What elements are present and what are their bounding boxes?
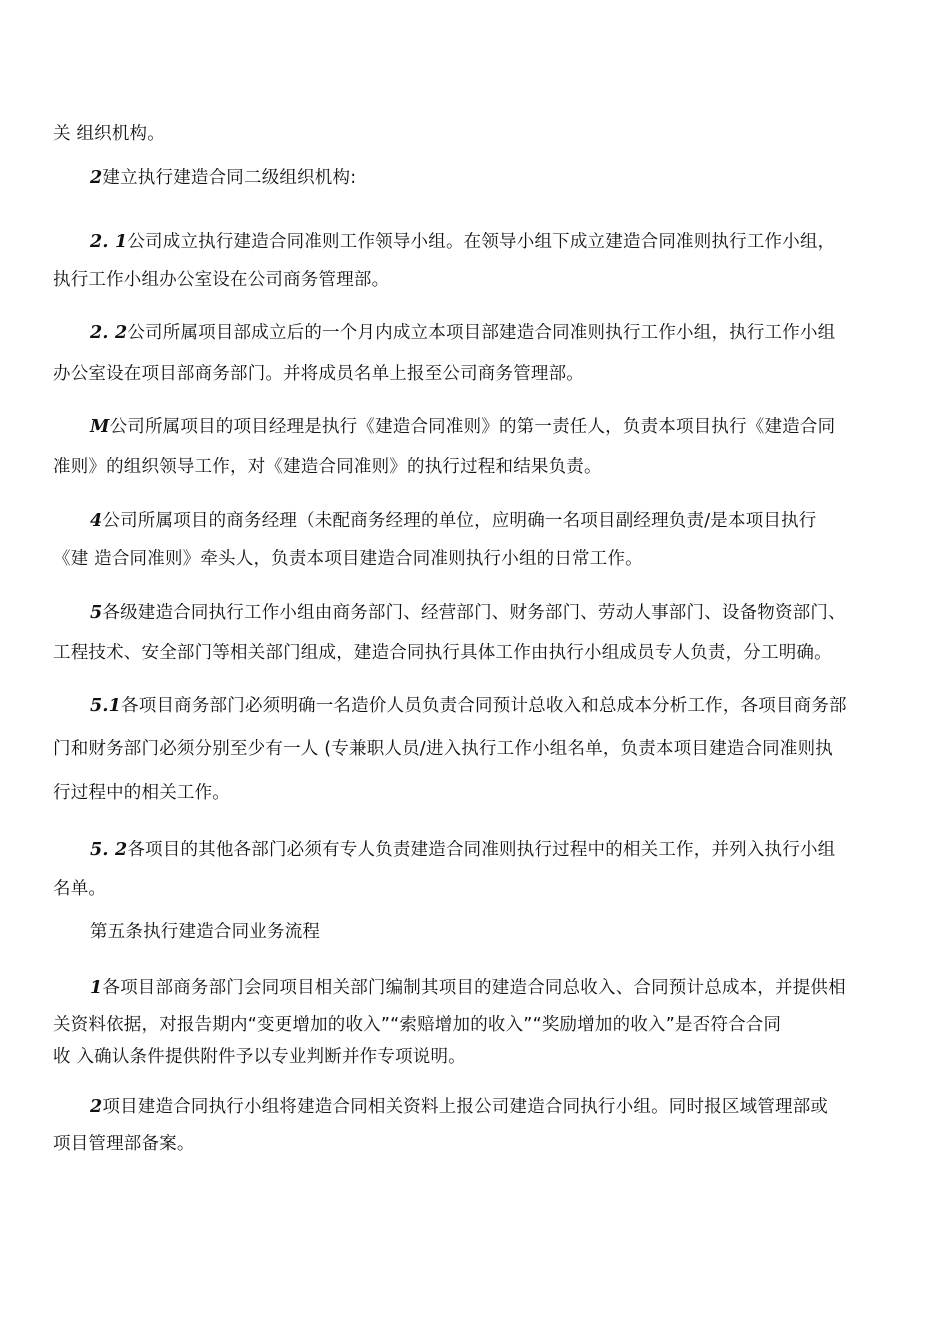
line-text: 关资料依据，对报告期内“变更增加的收入”“索赔增加的收入”“奖励增加的收入”是否符合合同 (53, 1015, 782, 1035)
item-number: 2 (90, 168, 103, 188)
paragraph-line (53, 877, 913, 901)
paragraph-line (90, 166, 950, 190)
paragraph-line (53, 781, 913, 805)
line-text: 公司所属项目的商务经理（未配商务经理的单位，应明确一名项目副经理负责/是本项目执行 (102, 511, 817, 531)
paragraph-line (90, 415, 950, 439)
line-text: 门和财务部门必须分别至少有一人 (专兼职人员/进入执行工作小组名单，负责本项目建造合同准则执 (53, 739, 833, 759)
paragraph-line (53, 1013, 913, 1037)
line-text: 建立执行建造合同二级组织机构: (102, 168, 357, 188)
item-number: 2. 2 (90, 323, 128, 343)
line-text: 公司所属项目的项目经理是执行《建造合同准则》的第一责任人，负责本项目执行《建造合同 (109, 417, 836, 437)
line-text: 各项目商务部门必须明确一名造价人员负责合同预计总收入和总成本分析工作，各项目商务部 (121, 696, 847, 716)
line-text: 各项目的其他各部门必须有专人负责建造合同准则执行过程中的相关工作，并列入执行小组 (127, 840, 836, 860)
paragraph-line (53, 547, 913, 571)
line-text: 公司所属项目部成立后的一个月内成立本项目部建造合同准则执行工作小组，执行工作小组 (127, 323, 836, 343)
paragraph-line (90, 976, 950, 1000)
paragraph-line (90, 230, 950, 254)
line-text: 公司成立执行建造合同准则工作领导小组。在领导小组下成立建造合同准则执行工作小组， (127, 232, 836, 252)
line-text: 行过程中的相关工作。 (53, 783, 230, 803)
line-text: 名单。 (53, 879, 107, 899)
paragraph-line (90, 321, 950, 345)
item-number: 2. 1 (90, 232, 128, 252)
section-heading (90, 920, 950, 944)
paragraph-line (53, 737, 913, 761)
line-text: 关 组织机构。 (53, 124, 165, 144)
line-text: 执行工作小组办公室设在公司商务管理部。 (53, 270, 390, 290)
item-number: 4 (90, 511, 103, 531)
item-number: 5 (90, 603, 103, 623)
item-number: 5. 2 (90, 840, 128, 860)
paragraph-line (90, 1095, 950, 1119)
line-text: 各项目部商务部门会同项目相关部门编制其项目的建造合同总收入、合同预计总成本，并提供相 (102, 978, 846, 998)
item-number: 2 (90, 1097, 103, 1117)
line-text: 工程技术、安全部门等相关部门组成，建造合同执行具体工作由执行小组成员专人负责，分工明确。 (53, 643, 832, 663)
heading-text: 第五条执行建造合同业务流程 (90, 922, 321, 942)
paragraph-line (53, 1132, 913, 1156)
line-text: 准则》的组织领导工作，对《建造合同准则》的执行过程和结果负责。 (53, 457, 602, 477)
paragraph-line (53, 641, 913, 665)
paragraph-line (53, 1045, 913, 1069)
paragraph-line (90, 509, 950, 533)
paragraph-line (53, 268, 913, 292)
paragraph-line (90, 694, 950, 718)
item-number: 1 (90, 978, 103, 998)
item-number: 5.1 (90, 696, 122, 716)
paragraph-line (53, 122, 913, 146)
paragraph-line (90, 838, 950, 862)
paragraph-line (53, 455, 913, 479)
line-text: 各级建造合同执行工作小组由商务部门、经营部门、财务部门、劳动人事部门、设备物资部门、 (102, 603, 846, 623)
paragraph-line (53, 362, 913, 386)
paragraph-line (90, 601, 950, 625)
line-text: 收 入确认条件提供附件予以专业判断并作专项说明。 (53, 1047, 466, 1067)
line-text: 办公室设在项目部商务部门。并将成员名单上报至公司商务管理部。 (53, 364, 584, 384)
line-text: 《建 造合同准则》牵头人，负责本项目建造合同准则执行小组的日常工作。 (53, 549, 643, 569)
item-number: M (90, 417, 110, 437)
line-text: 项目管理部备案。 (53, 1134, 195, 1154)
line-text: 项目建造合同执行小组将建造合同相关资料上报公司建造合同执行小组。同时报区域管理部或 (102, 1097, 829, 1117)
